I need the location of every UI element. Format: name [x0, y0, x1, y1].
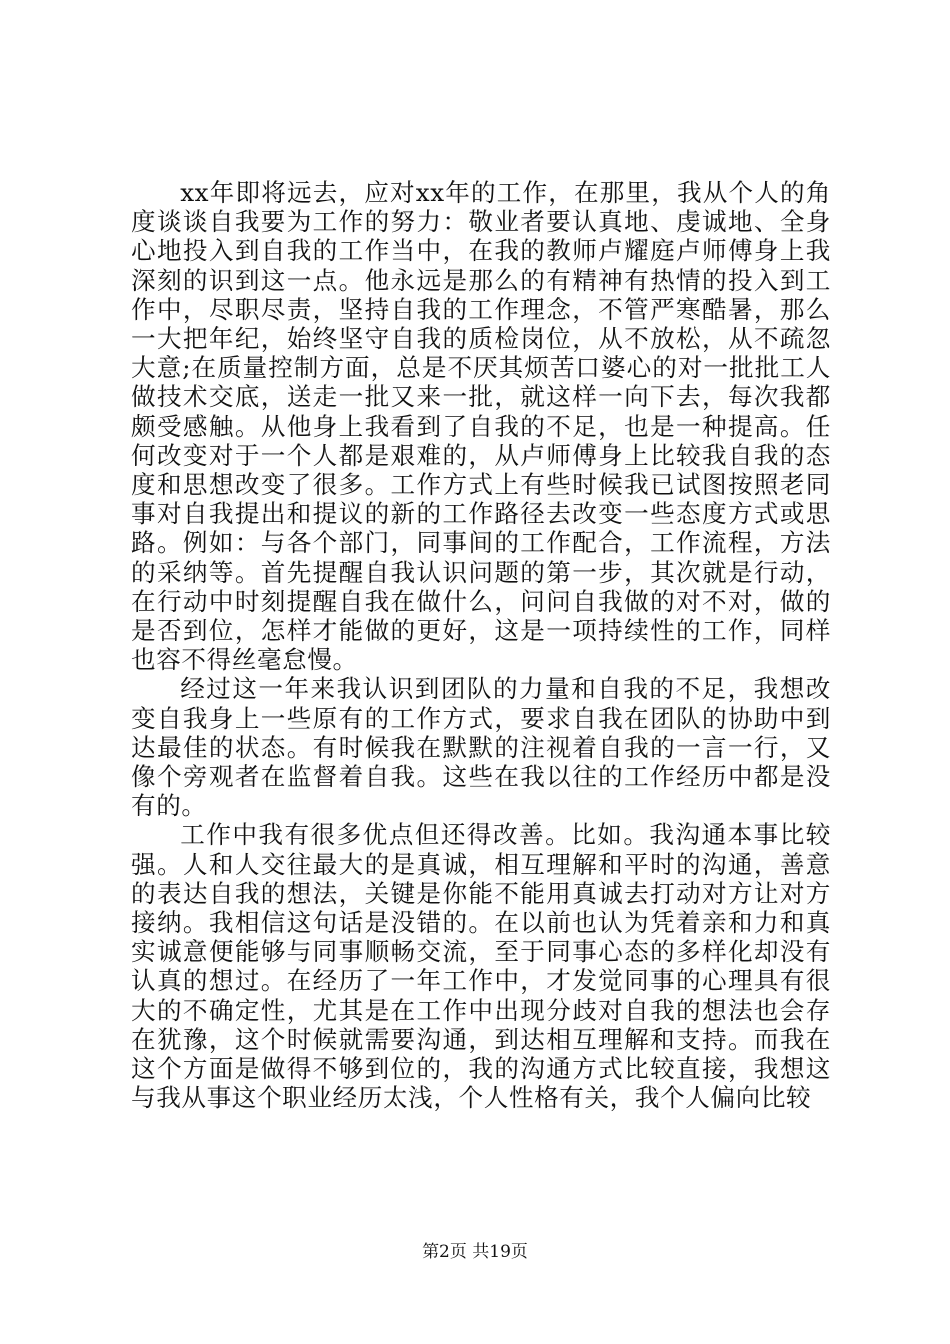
paragraph-2: 经过这一年来我认识到团队的力量和自我的不足，我想改变自我身上一些原有的工作方式，要求自我在团队的协助中到达最佳的状态。有时候我在默默的注视着自我的一言一行，又像个旁观者在监督着自我。这些在我以往的工作经历中都是没有的。 [131, 674, 831, 821]
page-number-footer: 第2页 共19页 [422, 1242, 528, 1262]
paragraph-1: xx年即将远去，应对xx年的工作，在那里，我从个人的角度谈谈自我要为工作的努力：敬业者要认真地、虔诚地、全身心地投入到自我的工作当中，在我的教师卢耀庭卢师傅身上我深刻的识到这一点。他永远是那么的有精神有热情的投入到工作中，尽职尽责，坚持自我的工作理念，不管严寒酷暑，那么一大把年纪，始终坚守自我的质检岗位，从不放松，从不疏忽大意;在质量控制方面，总是不厌其烦苦口婆心的对一批批工人做技术交底，送走一批又来一批，就这样一向下去，每次我都颇受感触。从他身上我看到了自我的不足，也是一种提高。任何改变对于一个人都是艰难的，从卢师傅身上比较我自我的态度和思想改变了很多。工作方式上有些时候我已试图按照老同事对自我提出和提议的新的工作路径去改变一些态度方式或思路。例如：与各个部门，同事间的工作配合，工作流程，方法的采纳等。首先提醒自我认识问题的第一步，其次就是行动，在行动中时刻提醒自我在做什么，问问自我做的对不对，做的是否到位，怎样才能做的更好，这是一项持续性的工作，同样也容不得丝毫怠慢。 [131, 178, 831, 675]
paragraph-3: 工作中我有很多优点但还得改善。比如。我沟通本事比较强。人和人交往最大的是真诚，相互理解和平时的沟通，善意的表达自我的想法，关键是你能不能用真诚去打动对方让对方接纳。我相信这句话是没错的。在以前也认为凭着亲和力和真实诚意便能够与同事顺畅交流，至于同事心态的多样化却没有认真的想过。在经历了一年工作中，才发觉同事的心理具有很大的不确定性，尤其是在工作中出现分歧对自我的想法也会存在犹豫，这个时候就需要沟通，到达相互理解和支持。而我在这个方面是做得不够到位的，我的沟通方式比较直接，我想这与我从事这个职业经历太浅，个人性格有关，我个人偏向比较 [131, 820, 831, 1113]
document-body [131, 178, 831, 1113]
